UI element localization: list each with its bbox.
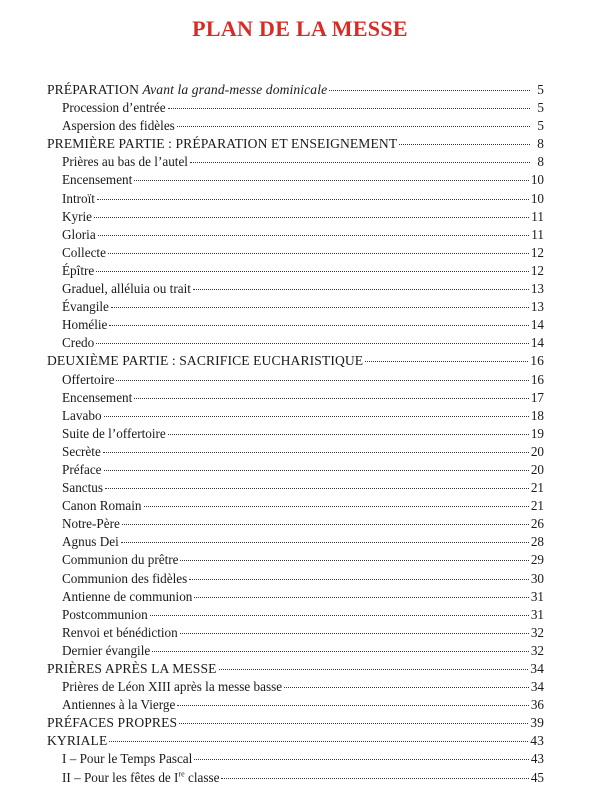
toc-entry[interactable] bbox=[47, 171, 544, 189]
toc-entry[interactable] bbox=[47, 425, 544, 443]
toc-entry-label bbox=[62, 334, 94, 352]
toc-page-number: 10 bbox=[530, 190, 544, 206]
toc-page-number: 12 bbox=[530, 262, 544, 278]
toc-section[interactable] bbox=[47, 352, 544, 370]
toc-entry-label bbox=[62, 262, 94, 280]
toc-entry-title: Offertoire bbox=[62, 371, 115, 387]
toc-entry[interactable] bbox=[47, 226, 544, 244]
toc-entry-superscript: re bbox=[178, 769, 185, 779]
toc-entry-title: Évangile bbox=[62, 299, 109, 315]
toc-page-number: 20 bbox=[530, 443, 544, 459]
toc-entry-label bbox=[62, 407, 102, 425]
toc-entry-title: Graduel, alléluia ou trait bbox=[62, 281, 191, 297]
toc-entry-title: Épître bbox=[62, 262, 95, 278]
toc-page-number: 43 bbox=[530, 751, 544, 767]
dot-leader bbox=[121, 542, 529, 543]
toc-entry-title: DEUXIÈME PARTIE : SACRIFICE EUCHARISTIQUE bbox=[47, 353, 364, 369]
toc-entry-label bbox=[62, 298, 109, 316]
toc-entry-label bbox=[62, 750, 192, 768]
toc-page-number: 31 bbox=[530, 588, 544, 604]
toc-entry[interactable] bbox=[47, 642, 544, 660]
toc-entry-label bbox=[62, 226, 96, 244]
toc-entry-label bbox=[62, 316, 107, 334]
toc-entry-title: Communion du prêtre bbox=[62, 552, 179, 568]
toc-page-number: 8 bbox=[537, 136, 544, 152]
table-of-contents bbox=[47, 81, 544, 787]
toc-entry-label bbox=[62, 769, 219, 787]
toc-entry-subtitle: Avant la grand-messe dominicale bbox=[142, 82, 328, 97]
toc-page-number: 43 bbox=[530, 733, 544, 749]
toc-entry-title: Homélie bbox=[62, 317, 108, 333]
toc-page-number: 16 bbox=[530, 353, 544, 369]
dot-leader bbox=[96, 343, 529, 344]
toc-entry[interactable] bbox=[47, 262, 544, 280]
toc-page-number: 28 bbox=[530, 534, 544, 550]
toc-entry-title: PRÉFACES PROPRES bbox=[47, 715, 178, 731]
toc-entry-label bbox=[47, 81, 327, 99]
toc-entry-title: II – Pour les fêtes de I bbox=[62, 769, 179, 785]
toc-section[interactable] bbox=[47, 714, 544, 732]
dot-leader bbox=[194, 597, 528, 598]
toc-entry-title: Aspersion des fidèles bbox=[62, 118, 175, 134]
toc-entry-title: Secrète bbox=[62, 443, 101, 459]
toc-entry[interactable] bbox=[47, 371, 544, 389]
toc-entry-label bbox=[62, 696, 175, 714]
toc-entry[interactable] bbox=[47, 407, 544, 425]
dot-leader bbox=[190, 162, 530, 163]
toc-entry[interactable] bbox=[47, 497, 544, 515]
toc-entry[interactable] bbox=[47, 588, 544, 606]
toc-entry-title: Prières au bas de l’autel bbox=[62, 154, 188, 170]
dot-leader bbox=[122, 524, 529, 525]
toc-entry-label bbox=[62, 461, 102, 479]
toc-entry[interactable] bbox=[47, 190, 544, 208]
toc-entry-label bbox=[47, 714, 177, 732]
toc-entry-label bbox=[47, 660, 217, 678]
toc-entry-label bbox=[62, 425, 166, 443]
dot-leader bbox=[104, 416, 529, 417]
toc-page-number: 34 bbox=[530, 661, 544, 676]
toc-entry-title: Communion des fidèles bbox=[62, 570, 188, 586]
toc-entry-label bbox=[62, 208, 92, 226]
dot-leader bbox=[329, 90, 530, 91]
toc-entry[interactable] bbox=[47, 570, 544, 588]
toc-section[interactable] bbox=[47, 660, 544, 678]
toc-entry[interactable] bbox=[47, 244, 544, 262]
toc-page-number: 30 bbox=[530, 570, 544, 586]
toc-page-number: 32 bbox=[530, 642, 544, 658]
toc-entry-label bbox=[47, 352, 363, 370]
dot-leader bbox=[109, 741, 528, 742]
toc-page-number: 8 bbox=[537, 154, 544, 170]
toc-page-number: 17 bbox=[530, 389, 544, 405]
dot-leader bbox=[177, 705, 528, 706]
toc-entry[interactable] bbox=[47, 479, 544, 497]
toc-entry[interactable] bbox=[47, 696, 544, 714]
dot-leader bbox=[189, 579, 529, 580]
dot-leader bbox=[150, 615, 529, 616]
toc-entry-title: Renvoi et bénédiction bbox=[62, 624, 178, 640]
toc-entry-label bbox=[62, 244, 106, 262]
toc-page-number: 21 bbox=[530, 498, 544, 514]
toc-page-number: 18 bbox=[530, 407, 544, 423]
toc-entry-title: KYRIALE bbox=[47, 733, 108, 749]
dot-leader bbox=[96, 271, 529, 272]
toc-entry-title: Lavabo bbox=[62, 407, 102, 423]
toc-entry[interactable] bbox=[47, 334, 544, 352]
dot-leader bbox=[180, 560, 528, 561]
toc-page-number: 11 bbox=[531, 226, 544, 242]
toc-entry-label bbox=[62, 533, 119, 551]
toc-page-number: 26 bbox=[530, 516, 544, 532]
toc-entry[interactable] bbox=[47, 461, 544, 479]
toc-entry-label bbox=[62, 551, 178, 569]
toc-entry-label bbox=[47, 732, 107, 750]
toc-entry[interactable] bbox=[47, 298, 544, 316]
dot-leader bbox=[109, 325, 528, 326]
dot-leader bbox=[104, 470, 529, 471]
dot-leader bbox=[152, 651, 529, 652]
dot-leader bbox=[97, 199, 529, 200]
toc-section[interactable] bbox=[47, 732, 544, 750]
toc-entry[interactable] bbox=[47, 606, 544, 624]
toc-entry-label bbox=[62, 479, 103, 497]
toc-entry-title: PRÉPARATION bbox=[47, 82, 140, 97]
toc-entry-label bbox=[62, 190, 95, 208]
toc-entry-label bbox=[62, 570, 187, 588]
toc-entry-label bbox=[62, 678, 282, 696]
toc-entry-title: Agnus Dei bbox=[62, 534, 119, 550]
toc-entry-label bbox=[62, 153, 188, 171]
toc-entry-title: PREMIÈRE PARTIE : PRÉPARATION ET ENSEIGNEMENT bbox=[47, 136, 398, 152]
dot-leader bbox=[194, 759, 528, 760]
toc-entry-label bbox=[62, 171, 132, 189]
toc-entry-title: Credo bbox=[62, 335, 95, 351]
toc-page-number: 45 bbox=[530, 769, 544, 785]
toc-page-number: 14 bbox=[530, 317, 544, 333]
toc-entry-label bbox=[62, 642, 150, 660]
toc-entry-title: I – Pour le Temps Pascal bbox=[62, 751, 193, 767]
toc-entry-label bbox=[47, 135, 397, 153]
toc-entry-title: Encensement bbox=[62, 389, 133, 405]
toc-page-number: 29 bbox=[530, 552, 544, 568]
toc-page-number: 36 bbox=[530, 697, 544, 713]
dot-leader bbox=[221, 778, 528, 779]
toc-entry-title: Antienne de communion bbox=[62, 588, 193, 604]
toc-page-number: 16 bbox=[530, 371, 544, 387]
toc-entry[interactable] bbox=[47, 280, 544, 298]
toc-page-number: 39 bbox=[530, 715, 544, 731]
toc-page-number: 14 bbox=[530, 335, 544, 351]
toc-page-number: 31 bbox=[530, 606, 544, 622]
dot-leader bbox=[399, 144, 530, 145]
toc-entry-label bbox=[62, 99, 166, 117]
dot-leader bbox=[103, 452, 529, 453]
toc-entry-label bbox=[62, 117, 175, 135]
toc-page-number: 5 bbox=[537, 82, 544, 97]
toc-entry[interactable] bbox=[47, 443, 544, 461]
toc-page-number: 20 bbox=[530, 461, 544, 477]
toc-entry-label bbox=[62, 443, 101, 461]
toc-entry[interactable] bbox=[47, 624, 544, 642]
toc-entry-title: Suite de l’offertoire bbox=[62, 425, 166, 441]
toc-entry-title: Gloria bbox=[62, 226, 96, 242]
toc-entry[interactable] bbox=[47, 117, 544, 135]
toc-entry[interactable] bbox=[47, 316, 544, 334]
dot-leader bbox=[193, 289, 529, 290]
toc-entry-label bbox=[62, 389, 132, 407]
toc-entry-title: Notre-Père bbox=[62, 516, 120, 532]
dot-leader bbox=[134, 180, 529, 181]
toc-entry[interactable] bbox=[47, 678, 544, 696]
toc-entry-title: Kyrie bbox=[62, 208, 93, 224]
dot-leader bbox=[219, 669, 529, 670]
dot-leader bbox=[365, 361, 528, 362]
toc-entry[interactable] bbox=[47, 515, 544, 533]
dot-leader bbox=[105, 488, 529, 489]
toc-entry-title: Dernier évangile bbox=[62, 642, 151, 658]
toc-entry[interactable] bbox=[47, 208, 544, 226]
toc-entry-title: Préface bbox=[62, 461, 102, 477]
dot-leader bbox=[116, 380, 528, 381]
toc-page-number: 19 bbox=[530, 425, 544, 441]
toc-entry[interactable] bbox=[47, 389, 544, 407]
toc-entry-title: Prières de Léon XIII après la messe basse bbox=[62, 679, 283, 695]
toc-entry-label bbox=[62, 371, 114, 389]
toc-entry-label bbox=[62, 497, 142, 515]
dot-leader bbox=[98, 235, 530, 236]
toc-entry-title-suffix: classe bbox=[184, 769, 220, 785]
toc-entry-title: Canon Romain bbox=[62, 498, 142, 514]
toc-entry[interactable] bbox=[47, 153, 544, 171]
toc-section[interactable] bbox=[47, 135, 544, 153]
toc-page-number: 34 bbox=[530, 679, 544, 695]
toc-entry[interactable] bbox=[47, 750, 544, 768]
dot-leader bbox=[168, 108, 530, 109]
toc-entry-title: Postcommunion bbox=[62, 606, 148, 622]
dot-leader bbox=[179, 723, 528, 724]
dot-leader bbox=[180, 633, 529, 634]
toc-entry[interactable] bbox=[47, 551, 544, 569]
toc-page-number: 13 bbox=[530, 281, 544, 297]
dot-leader bbox=[177, 126, 530, 127]
toc-entry-title: PRIÈRES APRÈS LA MESSE bbox=[47, 661, 217, 676]
toc-section[interactable] bbox=[47, 81, 544, 99]
dot-leader bbox=[134, 398, 529, 399]
dot-leader bbox=[94, 217, 529, 218]
toc-page-number: 32 bbox=[530, 624, 544, 640]
toc-entry-label bbox=[62, 515, 120, 533]
toc-entry-label bbox=[62, 606, 148, 624]
toc-entry-title: Collecte bbox=[62, 244, 106, 260]
dot-leader bbox=[284, 687, 529, 688]
toc-page-number: 21 bbox=[530, 480, 544, 496]
page-title: PLAN DE LA MESSE bbox=[192, 16, 408, 41]
toc-page-number: 12 bbox=[530, 244, 544, 260]
dot-leader bbox=[144, 506, 529, 507]
toc-page-number: 5 bbox=[537, 100, 544, 116]
toc-entry-title: Sanctus bbox=[62, 480, 104, 496]
toc-page-number: 10 bbox=[530, 172, 544, 188]
toc-entry-title: Procession d’entrée bbox=[62, 100, 166, 116]
toc-entry-label bbox=[62, 280, 191, 298]
toc-entry[interactable] bbox=[47, 769, 544, 787]
toc-entry-label bbox=[62, 588, 192, 606]
toc-page-number: 5 bbox=[537, 118, 544, 134]
dot-leader bbox=[111, 307, 529, 308]
toc-page-number: 11 bbox=[531, 208, 544, 224]
toc-entry-title: Introït bbox=[62, 190, 95, 206]
toc-entry[interactable] bbox=[47, 533, 544, 551]
toc-entry-label bbox=[62, 624, 178, 642]
toc-entry-title: Antiennes à la Vierge bbox=[62, 697, 176, 713]
toc-entry[interactable] bbox=[47, 99, 544, 117]
dot-leader bbox=[168, 434, 529, 435]
toc-entry-title: Encensement bbox=[62, 172, 133, 188]
toc-page-number: 13 bbox=[530, 299, 544, 315]
dot-leader bbox=[108, 253, 529, 254]
